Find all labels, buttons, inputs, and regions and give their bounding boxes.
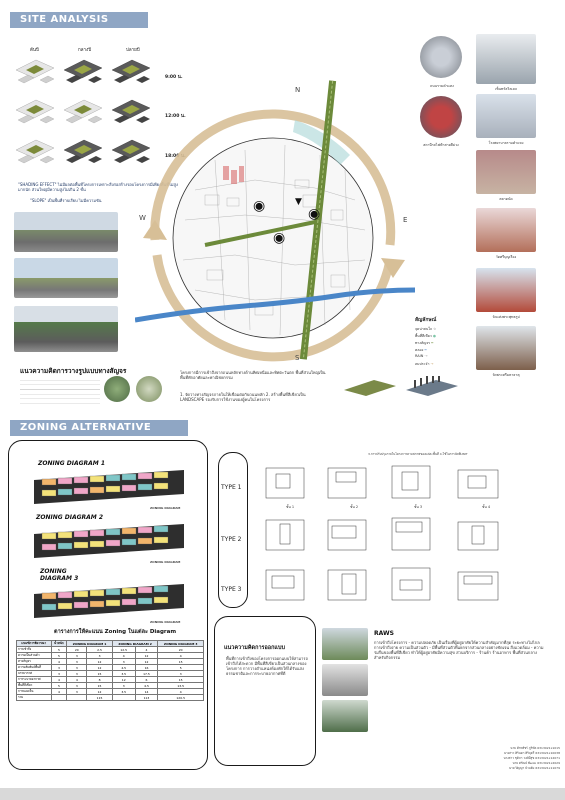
zoning-banner: ZONING ALTERNATIVE: [10, 420, 188, 436]
design-text-1: โครงการมีการเข้าถึงจากถนนหลักทางด้านทิศเหนือและทิศตะวันตก พื้นที่ส่วนใหญ่เป็นพื้นที่พักอาศัยและพาณิชยกรรม: [180, 370, 326, 380]
table-cell: 3: [67, 689, 87, 695]
site-analysis-banner: SITE ANALYSIS: [10, 12, 148, 28]
table-cell: 4.5: [135, 683, 158, 689]
view-eye-icon: ◉: [253, 198, 266, 214]
compass-east: E: [403, 216, 408, 224]
table-cell: 4: [51, 659, 67, 665]
table-cell: 15: [158, 659, 204, 665]
zoning-table-title: ตารางการให้คะแนน Zoning ในแต่ละ Diagram: [54, 629, 177, 635]
table-cell: 3: [67, 671, 87, 677]
credits: [440, 746, 560, 771]
table-row: [17, 695, 204, 701]
legend-item: ลมประจำ →: [415, 362, 434, 366]
floor-label-3: ชั้น 3: [414, 505, 423, 509]
th-zd3: ZONING DIAGRAM 3: [158, 641, 204, 647]
raws-text: การเข้าถึงโครงการ - ความปลอดภัย เป็นเรื่องที่ผู้อยู่อาศัยให้ความสำคัญมากที่สุด ระยะทางไม่ไกล การเข้าถึงง่าย ความเป็นส่วนตัว - มีพื้นที่ส่วนตัวที่แยกจากส่วนกลางอย่างชัดเจน สิ่งแวดล้อม - ความร่มรื่นของพื้นที่สีเขียว ทำให้ผู้อยู่อาศัยมีความสุข ส่วนบริการ - ร้านค้า ร้านอาหาร พื้นที่ส่วนกลางสำหรับกิจกรรม: [374, 640, 544, 660]
sun-col-late: ปลายปี: [126, 48, 140, 53]
table-cell: 5: [51, 647, 67, 653]
caption-3: สถานีรถไฟฟ้าสายสีม่วง: [423, 143, 459, 147]
th-zd2: ZONING DIAGRAM 2: [112, 641, 158, 647]
caption-5: ตลาดนัด: [499, 197, 513, 201]
concept-photo-2: [136, 376, 162, 402]
caption-2: เซ็นทรัลวิลเลจ: [495, 87, 517, 91]
slope-note: "SLOPE" เป็นพื้นที่ราบเรียบ ไม่มีความชัน: [30, 198, 102, 203]
photo-central-village: [476, 34, 536, 84]
street-photo-3: [14, 306, 118, 352]
credit-line: นางสาว ศิรินดา ศิริบุตรี 6313021x10038: [503, 751, 560, 755]
photo-temple-1: [476, 208, 536, 252]
zoning-diagram-1-title: ZONING DIAGRAM 1: [38, 460, 106, 467]
table-cell: 12: [87, 659, 113, 665]
concept-panel: [214, 616, 316, 766]
compass-south: S: [295, 354, 300, 362]
table-cell: 6: [135, 677, 158, 683]
table-cell: 3: [112, 659, 135, 665]
table-cell: 3.5: [112, 671, 135, 677]
table-cell: 13.5: [158, 683, 204, 689]
table-cell: การมองเห็น: [17, 689, 52, 695]
bottom-band: [0, 788, 565, 800]
shading-note: "SHADING EFFECT" ไม่มีผลต่อพื้นที่โครงการเพราะสิ่งก่อสร้างรอบโครงการมีเพียงพื้นที่ไม่สูงมากนัก ส่วนใหญ่มีความสูงไม่เกิน 2 ชั้น: [18, 182, 178, 192]
table-cell: 4.5: [112, 665, 135, 671]
credit-line: นาย ศรัณย์ พัฒนะ 6313021x2029: [512, 761, 560, 765]
caption-8: วัดพระศรีมหาธาตุ: [492, 373, 520, 377]
table-cell: ทางสัญจร: [17, 659, 52, 665]
table-cell: 3: [158, 671, 204, 677]
table-cell: 3: [67, 683, 87, 689]
th-zd1: ZONING DIAGRAM 1: [67, 641, 113, 647]
location-pin-icon: ▼: [295, 197, 302, 207]
photo-bus: [420, 96, 462, 138]
floor-label-2: ชั้น 2: [350, 505, 359, 509]
caption-7: วัดแห่งพระพุทธรูป: [492, 315, 520, 319]
table-cell: 14: [135, 689, 158, 695]
view-eye-icon: ◉: [273, 230, 286, 246]
table-cell: 4: [51, 677, 67, 683]
raws-title: RAWS: [374, 630, 394, 637]
type-floor-plans: [262, 462, 542, 612]
zoning-diagram-2-title: ZONING DIAGRAM 2: [36, 514, 104, 521]
table-cell: ความเป็นส่วนตัว: [17, 653, 52, 659]
legend-item: คลอง ━: [415, 348, 427, 352]
photo-ramkhamhaeng-road: [420, 36, 462, 78]
table-cell: 4: [67, 677, 87, 683]
sun-time-18: 18:00 น.: [165, 154, 186, 159]
table-cell: 3: [67, 665, 87, 671]
table-cell: 17.5: [135, 671, 158, 677]
legend-item: จุดน่าสนใจ ☆: [415, 327, 437, 331]
th-weight: น้ำหนัก: [51, 641, 67, 647]
table-cell: 4: [112, 653, 135, 659]
table-cell: การระบายอากาศ: [17, 677, 52, 683]
table-cell: 3: [112, 683, 135, 689]
zoning-diagram-1: [34, 466, 194, 506]
photo-hospital: [476, 94, 536, 138]
street-photo-1: [14, 212, 118, 252]
raws-photo-3: [322, 700, 368, 732]
types-note: 3.การปรับปรุงภายในโครงการตามสภาพของแต่ละพื้นที่ 4.ใช้ในการจัดพืUNIT: [368, 452, 468, 456]
zoning-diagram-3-sub: ZONING DIAGRAM: [150, 620, 181, 624]
site-map: [135, 70, 415, 370]
raws-photo-1: [322, 628, 368, 660]
concept-photo-1: [104, 376, 130, 402]
table-cell: [112, 695, 135, 701]
credit-line: นาย ปิญญา บัวแย้ม 6313021x11079: [509, 766, 560, 770]
compass-west: W: [139, 214, 146, 222]
table-cell: พื้นที่สีเขียว: [17, 683, 52, 689]
photo-temple-2: [476, 268, 536, 312]
table-cell: 3: [51, 665, 67, 671]
type-2-label: TYPE 2: [221, 536, 242, 543]
table-cell: 4: [158, 689, 204, 695]
table-cell: 15: [87, 671, 113, 677]
table-cell: การเข้าถึง: [17, 647, 52, 653]
table-cell: 12: [135, 653, 158, 659]
table-cell: รวม: [17, 695, 52, 701]
caption-1: ถนนรามคำแหง: [430, 84, 454, 88]
table-cell: [67, 695, 87, 701]
credit-line: นางสาว ชุติภา วงศ์มีสุข 6313021x12071: [503, 756, 560, 760]
types-panel: [218, 452, 248, 608]
design-text-2: 1. จัดวางทางสัญจรภายในให้เชื่อมต่อกับถนนหลัก 2. สร้างพื้นที่สีเขียวเป็น LANDSCAPE รองรับการใช้งานของผู้คนในโครงการ: [180, 392, 306, 402]
table-cell: 115: [87, 695, 113, 701]
floor-label-4: ชั้น 4: [482, 505, 491, 509]
table-cell: 16: [135, 665, 158, 671]
table-cell: 12: [87, 689, 113, 695]
table-cell: 4: [158, 653, 204, 659]
table-cell: 12: [135, 659, 158, 665]
table-cell: 15: [87, 683, 113, 689]
credit-line: นาย ศักรพัชร์ ภูริทัต 6313021x1015: [510, 746, 560, 750]
table-cell: 2.5: [87, 647, 113, 653]
table-cell: 3.5: [112, 689, 135, 695]
section-models: [344, 376, 464, 400]
table-cell: 4: [135, 647, 158, 653]
table-cell: บรรยากาศ: [17, 671, 52, 677]
zoning-diagram-2-sub: ZONING DIAGRAM: [150, 560, 181, 564]
zoning-diagram-3: [34, 580, 194, 620]
view-eye-icon: ◉: [308, 206, 321, 222]
table-cell: 20: [67, 647, 87, 653]
table-cell: 12: [87, 665, 113, 671]
table-cell: 20: [158, 647, 204, 653]
table-cell: 3: [67, 653, 87, 659]
table-cell: 5: [51, 683, 67, 689]
table-cell: ความสัมพันธ์พื้นที่: [17, 665, 52, 671]
map-legend: [415, 316, 471, 366]
caption-6: วัดศรีบุญเรือง: [495, 255, 517, 259]
type-1-label: TYPE 1: [221, 484, 242, 491]
table-cell: 3: [67, 659, 87, 665]
table-cell: 5: [158, 665, 204, 671]
th-criteria: เกณฑ์การพิจารณา: [17, 641, 52, 647]
legend-item: ทางสัญจร ━: [415, 341, 434, 345]
legend-item: พื้นที่สีเขียว ●: [415, 334, 436, 338]
legend-item: RAIN ⇢: [415, 354, 428, 358]
table-cell: 113: [135, 695, 158, 701]
design-text-intro: [20, 376, 100, 406]
zoning-diagram-2: [34, 520, 194, 560]
raws-photo-2: [322, 664, 368, 696]
concept-text: พื้นที่การเข้าถึงของโครงการออกแบบให้สามารถเข้าถึงได้สะดวก มีพื้นที่สีเขียวเป็นส่วนกลางของโครงการ การวางตำแหน่งห้องพักให้ได้รับแสงธรรมชาติและการระบายอากาศที่ดี: [226, 656, 308, 676]
caption-4: โรงพยาบาลรามคำแหง: [488, 141, 524, 145]
table-cell: 12.5: [112, 647, 135, 653]
table-cell: 120.5: [158, 695, 204, 701]
legend-title: สัญลักษณ์: [415, 317, 437, 323]
sun-time-9: 9:00 น.: [165, 75, 183, 80]
zoning-score-table: [16, 640, 204, 701]
street-photo-2: [14, 258, 118, 298]
table-cell: 3: [87, 653, 113, 659]
photo-market: [476, 150, 536, 194]
zoning-diagram-3-title: ZONING DIAGRAM 3: [40, 568, 79, 582]
type-3-label: TYPE 3: [221, 586, 242, 593]
table-cell: 3: [51, 671, 67, 677]
sun-time-12: 12:00 น.: [165, 114, 186, 119]
sun-col-early: ต้นปี: [30, 48, 39, 53]
table-cell: 5: [51, 653, 67, 659]
design-heading: แนวความคิดการวางรูปแบบทางสัญจร: [20, 367, 127, 375]
table-cell: 15: [158, 677, 204, 683]
table-cell: 8: [87, 677, 113, 683]
compass-north: N: [295, 86, 301, 94]
table-cell: [51, 695, 67, 701]
table-cell: 12: [112, 677, 135, 683]
zoning-diagram-1-sub: ZONING DIAGRAM: [150, 506, 181, 510]
sun-col-mid: กลางปี: [78, 48, 92, 53]
concept-heading: แนวความคิดการออกแบบ: [224, 645, 285, 651]
table-cell: 4: [51, 689, 67, 695]
photo-temple-3: [476, 326, 536, 370]
floor-label-1: ชั้น 1: [286, 505, 295, 509]
